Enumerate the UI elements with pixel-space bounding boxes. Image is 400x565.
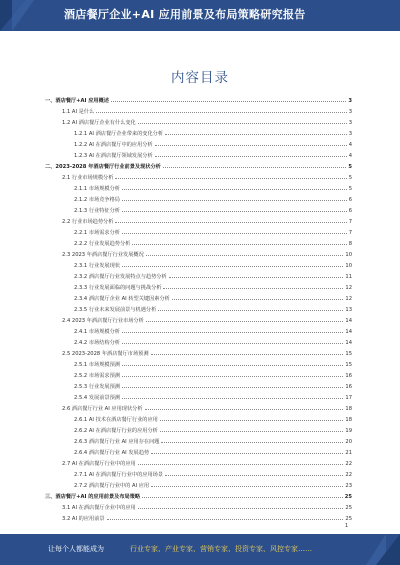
toc-entry-page: 7: [348, 219, 352, 225]
footer-decoration: [376, 534, 400, 565]
toc-entry-page: 13: [345, 307, 352, 313]
toc-entry-label: 1.2.2 AI 在酒店餐厅中的应用分析: [74, 142, 153, 148]
toc-entry-page: 21: [345, 450, 352, 456]
toc-entry-label: 二、2023-2028 年酒店餐厅行业前景及现状分析: [45, 164, 161, 170]
toc-entry-label: 一、酒店餐厅+AI 应用概述: [45, 98, 109, 104]
toc-entry-label: 2.1.2 市场竞争格局: [74, 197, 120, 203]
toc-leader-dots: [96, 112, 346, 113]
toc-leader-dots: [122, 387, 343, 388]
toc-leader-dots: [160, 420, 344, 421]
toc-leader-dots: [161, 442, 343, 443]
toc-entry[interactable]: [74, 358, 352, 368]
toc-leader-dots: [165, 134, 347, 135]
toc-entry-page: 10: [345, 252, 352, 258]
toc-entry-page: 20: [345, 439, 352, 445]
footer-roles: 行业专家、产业专家、营销专家、投资专家、风控专家……: [130, 545, 312, 553]
toc-entry-label: 2.4.1 市场规模分析: [74, 329, 120, 335]
toc-entry-label: 2.3.4 酒店餐厅企业 AI 转型关键因素分析: [74, 296, 170, 302]
footer-slogan: 让每个人都能成为: [48, 545, 104, 553]
toc-entry-label: 2.1.3 行业特征分析: [74, 208, 120, 214]
toc-entry[interactable]: [62, 501, 352, 511]
toc-entry-label: 三、酒店餐厅+AI 的应用前景及布局策略: [45, 494, 141, 500]
toc-leader-dots: [115, 222, 346, 223]
toc-entry-label: 2.5 2023-2028 年酒店餐厅市场预测: [62, 351, 149, 357]
toc-entry-page: 16: [345, 373, 352, 379]
toc-entry-page: 12: [345, 296, 352, 302]
toc-entry[interactable]: [74, 380, 352, 390]
toc-leader-dots: [155, 145, 347, 146]
toc-entry-label: 3.1 AI 在酒店餐厅企业中的应用: [62, 505, 136, 511]
toc-entry[interactable]: [62, 116, 352, 126]
toc-entry[interactable]: [74, 435, 352, 445]
toc-entry[interactable]: [74, 303, 352, 313]
toc-entry-page: 6: [348, 197, 352, 203]
toc-entry[interactable]: [62, 314, 352, 324]
toc-entry[interactable]: [74, 325, 352, 335]
toc-entry-label: 2.7 AI 在酒店餐厅行业中的应用: [62, 461, 136, 467]
toc-entry-page: 3: [348, 120, 352, 126]
toc-entry-page: 3: [348, 131, 352, 137]
toc-entry-page: 18: [345, 417, 352, 423]
toc-entry-page: 23: [345, 483, 352, 489]
toc-entry-page: 10: [345, 263, 352, 269]
toc-entry[interactable]: [62, 215, 352, 225]
toc-leader-dots: [155, 156, 347, 157]
toc-entry[interactable]: [62, 105, 352, 115]
toc-entry-label: 2.2.1 市场需求分析: [74, 230, 120, 236]
page-number: 1: [345, 523, 349, 529]
toc-entry-label: 2.5.1 市场规模预测: [74, 362, 120, 368]
toc-leader-dots: [132, 244, 346, 245]
toc-entry[interactable]: [74, 204, 352, 214]
toc-leader-dots: [146, 321, 344, 322]
toc-leader-dots: [163, 167, 347, 168]
header-banner: [0, 0, 400, 31]
toc-entry-label: 2.3 2023 年酒店餐厅行业发展概况: [62, 252, 144, 258]
toc-leader-dots: [138, 508, 344, 509]
toc-heading: 内容目录: [171, 70, 229, 86]
toc-leader-dots: [111, 101, 346, 102]
toc-entry[interactable]: [74, 292, 352, 302]
toc-entry-label: 2.6.4 酒店餐厅行业 AI 发展趋势: [74, 450, 150, 456]
toc-entry[interactable]: [74, 369, 352, 379]
toc-entry[interactable]: [74, 446, 352, 456]
toc-entry-page: 25: [345, 505, 352, 511]
toc-entry-page: 12: [345, 285, 352, 291]
toc-entry-page: 5: [348, 164, 352, 170]
toc-entry[interactable]: [74, 193, 352, 203]
toc-leader-dots: [107, 519, 344, 520]
toc-entry-label: 2.3.1 行业发展现状: [74, 263, 120, 269]
toc-leader-dots: [151, 453, 343, 454]
toc-entry-page: 22: [345, 461, 352, 467]
toc-entry-page: 16: [345, 384, 352, 390]
toc-entry-label: 2.4.2 市场结构分析: [74, 340, 120, 346]
toc-entry-label: 2.6.1 AI 技术在酒店餐厅行业的应用: [74, 417, 158, 423]
toc-entry-label: 2.7.1 AI 在酒店餐厅行业中的应用场景: [74, 472, 164, 478]
report-title: 酒店餐厅企业+AI 应用前景及布局策略研究报告: [64, 8, 306, 21]
toc-entry[interactable]: [62, 512, 352, 522]
toc-entry[interactable]: [74, 270, 352, 280]
toc-entry[interactable]: [74, 479, 352, 489]
toc-entry-label: 2.6 酒店餐厅行业 AI 应用现状分析: [62, 406, 143, 412]
toc-entry-label: 2.3.5 行业未来发展前景与机遇分析: [74, 307, 157, 313]
toc-entry-label: 2.3.2 酒店餐厅行业发展特点与趋势分析: [74, 274, 167, 280]
toc-entry[interactable]: [62, 171, 352, 181]
toc-leader-dots: [158, 310, 343, 311]
toc-leader-dots: [122, 211, 347, 212]
toc-entry-label: 2.6.2 AI 在酒店餐厅行业的应用分析: [74, 428, 158, 434]
toc-entry[interactable]: [62, 457, 352, 467]
toc-entry-label: 2.5.3 行业发展预测: [74, 384, 120, 390]
toc-entry-label: 1.2 AI 酒店餐厅企业有什么变化: [62, 120, 136, 126]
toc-entry-page: 14: [345, 340, 352, 346]
toc-leader-dots: [122, 200, 347, 201]
toc-entry-label: 2.5.2 市场需求预测: [74, 373, 120, 379]
toc-entry-page: 5: [348, 175, 352, 181]
toc-leader-dots: [165, 475, 343, 476]
toc-entry-page: 15: [345, 351, 352, 357]
toc-leader-dots: [138, 464, 344, 465]
toc-entry-page: 6: [348, 208, 352, 214]
toc-entry[interactable]: [74, 281, 352, 291]
toc-entry[interactable]: [74, 336, 352, 346]
toc-leader-dots: [151, 486, 343, 487]
toc-entry-page: 25: [345, 516, 352, 522]
toc-entry-page: 4: [348, 153, 352, 159]
toc-entry[interactable]: [62, 347, 352, 357]
toc-entry-label: 2.6.3 酒店餐厅行业 AI 应用存在问题: [74, 439, 160, 445]
toc-entry-label: 2.1 行业市场规模分析: [62, 175, 114, 181]
toc-leader-dots: [142, 497, 343, 498]
toc-entry[interactable]: [74, 413, 352, 423]
toc-entry-label: 1.2.3 AI 在酒店餐厅领域发展分析: [74, 153, 153, 159]
toc-entry[interactable]: [74, 127, 352, 137]
toc-entry-page: 3: [348, 98, 352, 104]
toc-leader-dots: [122, 266, 343, 267]
toc-entry-label: 2.3.3 行业发展面临的问题与挑战分析: [74, 285, 162, 291]
toc-entry-label: 3.2 AI 的应用前景: [62, 516, 105, 522]
toc-entry[interactable]: [62, 248, 352, 258]
toc-leader-dots: [151, 354, 344, 355]
toc-leader-dots: [145, 409, 344, 410]
toc-entry-page: 4: [348, 142, 352, 148]
toc-leader-dots: [146, 255, 344, 256]
toc-entry-label: 2.1.1 市场规模分析: [74, 186, 120, 192]
toc-entry[interactable]: [74, 468, 352, 478]
toc-entry[interactable]: [74, 182, 352, 192]
toc-entry-page: 15: [345, 362, 352, 368]
toc-leader-dots: [163, 288, 343, 289]
toc-entry[interactable]: [74, 138, 352, 148]
toc-leader-dots: [172, 299, 344, 300]
toc-entry[interactable]: [74, 391, 352, 401]
toc-entry-page: 8: [348, 241, 352, 247]
header-decoration-accent: [12, 0, 34, 31]
footer-banner: [0, 534, 400, 565]
toc-entry-page: 11: [345, 274, 352, 280]
toc-leader-dots: [115, 178, 346, 179]
toc-entry-page: 3: [348, 109, 352, 115]
toc-leader-dots: [122, 376, 343, 377]
toc-leader-dots: [169, 277, 344, 278]
toc-chapter-entry[interactable]: [45, 490, 352, 500]
toc-entry-page: 25: [344, 494, 352, 500]
toc-entry-page: 14: [345, 329, 352, 335]
toc-leader-dots: [138, 123, 347, 124]
toc-entry-page: 5: [348, 186, 352, 192]
toc-entry-label: 2.2 行业市场趋势分析: [62, 219, 114, 225]
toc-entry-label: 2.4 2023 年酒店餐厅行业市场分析: [62, 318, 144, 324]
toc-entry[interactable]: [74, 424, 352, 434]
toc-entry-page: 14: [345, 318, 352, 324]
toc-entry-page: 18: [345, 406, 352, 412]
toc-entry[interactable]: [74, 237, 352, 247]
toc-entry-page: 22: [345, 472, 352, 478]
toc-entry[interactable]: [74, 259, 352, 269]
toc-entry-page: 7: [348, 230, 352, 236]
toc-entry[interactable]: [62, 402, 352, 412]
toc-entry-label: 1.2.1 AI 酒店餐厅企业带来的变化分析: [74, 131, 164, 137]
toc-chapter-entry[interactable]: [45, 94, 352, 104]
toc-entry-label: 1.1 AI 是什么: [62, 109, 95, 115]
toc-entry-label: 2.5.4 发展前景预测: [74, 395, 120, 401]
toc-entry-label: 2.2.2 行业发展趋势分析: [74, 241, 131, 247]
toc-leader-dots: [160, 431, 344, 432]
toc-leader-dots: [122, 365, 343, 366]
toc-entry[interactable]: [74, 226, 352, 236]
toc-entry-page: 17: [345, 395, 352, 401]
toc-leader-dots: [122, 233, 347, 234]
toc-leader-dots: [122, 343, 343, 344]
toc-entry-page: 19: [345, 428, 352, 434]
toc-entry-label: 2.7.2 酒店餐厅行业中的 AI 应用: [74, 483, 150, 489]
toc-entry[interactable]: [74, 149, 352, 159]
toc-chapter-entry[interactable]: [45, 160, 352, 170]
toc-leader-dots: [122, 332, 343, 333]
toc-leader-dots: [122, 398, 343, 399]
toc-leader-dots: [122, 189, 347, 190]
